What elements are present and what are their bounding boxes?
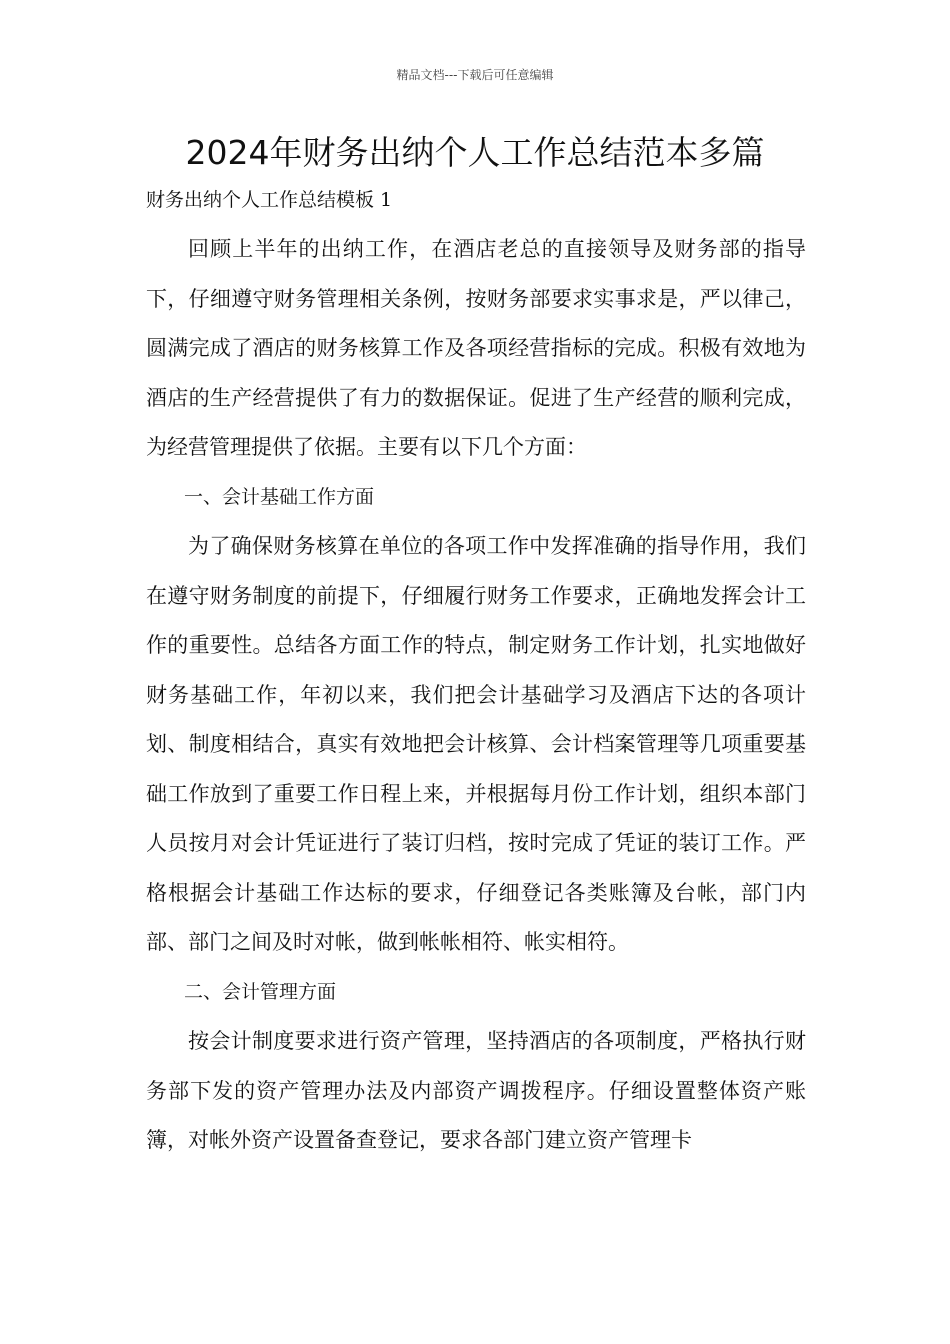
document-title: 2024年财务出纳个人工作总结范本多篇 bbox=[185, 133, 765, 172]
page-header-note: 精品文档---下载后可任意编辑 bbox=[396, 68, 554, 82]
section-heading-accounting-basics: 一、会计基础工作方面 bbox=[184, 485, 375, 508]
paragraph-accounting-management: 按会计制度要求进行资产管理，坚持酒店的各项制度，严格执行财务部下发的资产管理办法及内部资产调拨程序。仔细设置整体资产账簿，对帐外资产设置备查登记，要求各部门建立资产管理卡 bbox=[146, 1029, 806, 1152]
paragraph-intro: 回顾上半年的出纳工作，在酒店老总的直接领导及财务部的指导下，仔细遵守财务管理相关条例，按财务部要求实事求是，严以律己，圆满完成了酒店的财务核算工作及各项经营指标的完成。积极有效地为酒店的生产经营提供了有力的数据保证。促进了生产经营的顺利完成，为经营管理提供了依据。主要有以下几个方面： bbox=[146, 237, 806, 459]
paragraph-accounting-basics: 为了确保财务核算在单位的各项工作中发挥准确的指导作用，我们在遵守财务制度的前提下，仔细履行财务工作要求，正确地发挥会计工作的重要性。总结各方面工作的特点，制定财务工作计划，扎实地做好财务基础工作，年初以来，我们把会计基础学习及酒店下达的各项计划、制度相结合，真实有效地把会计核算、会计档案管理等几项重要基础工作放到了重要工作日程上来，并根据每月份工作计划，组织本部门人员按月对会计凭证进行了装订归档，按时完成了凭证的装订工作。严格根据会计基础工作达标的要求，仔细登记各类账簿及台帐，部门内部、部门之间及时对帐，做到帐帐相符、帐实相符。 bbox=[146, 534, 806, 954]
section-heading-accounting-management: 二、会计管理方面 bbox=[184, 980, 337, 1003]
document-body bbox=[146, 225, 806, 1166]
document-subtitle: 财务出纳个人工作总结模板 1 bbox=[146, 189, 393, 211]
